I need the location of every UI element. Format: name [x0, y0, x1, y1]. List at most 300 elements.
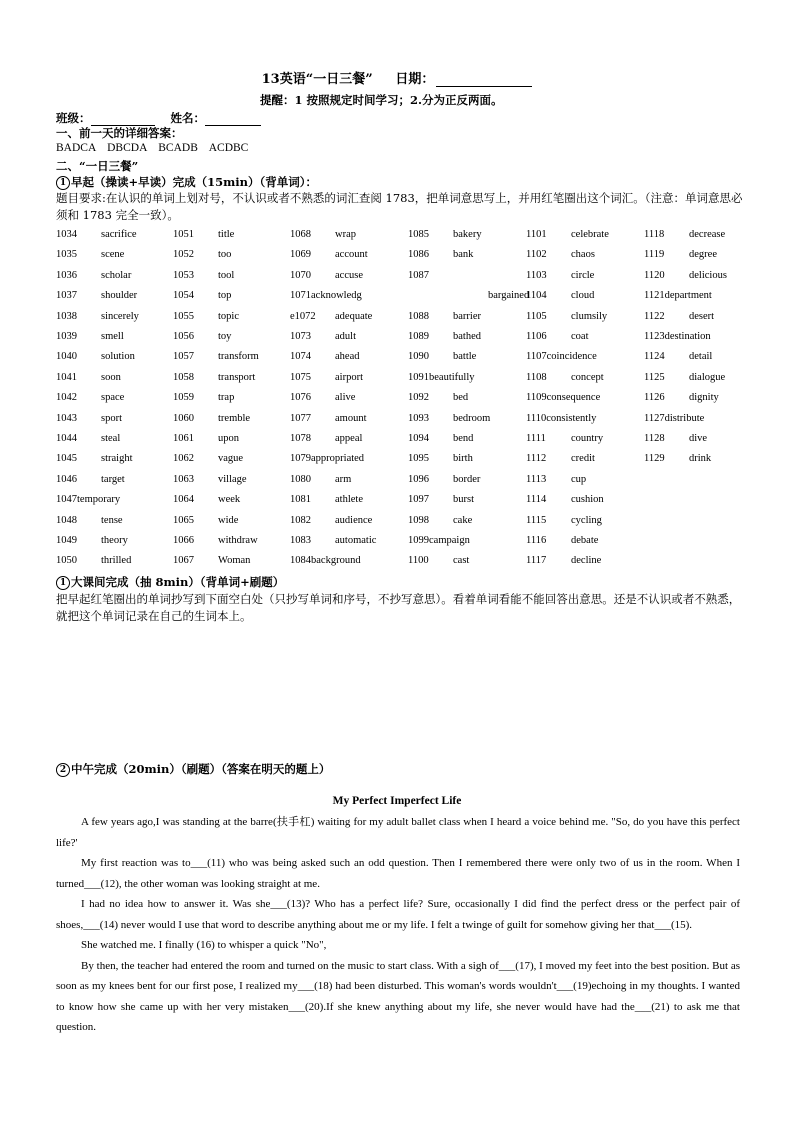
vocab-word: audience — [335, 514, 373, 526]
page-title — [0, 68, 794, 87]
vocab-number: 1082 — [290, 514, 311, 526]
vocab-word: bedroom — [453, 412, 491, 424]
vocab-word: trap — [218, 392, 235, 404]
vocab-word: country — [571, 433, 604, 444]
vocab-entry[interactable] — [644, 229, 726, 240]
vocab-entry[interactable] — [644, 269, 727, 281]
vocab-number: 1047temporary — [56, 494, 121, 506]
vocab-entry[interactable] — [56, 269, 132, 281]
vocab-number: 1059 — [173, 392, 194, 404]
vocab-word: sacrifice — [101, 229, 137, 240]
vocab-number: 1048 — [56, 514, 77, 526]
vocab-entry[interactable] — [56, 310, 139, 322]
vocab-word: ahead — [335, 351, 360, 363]
section2-heading: 二、“一日三餐” — [56, 159, 139, 173]
vocab-entry[interactable] — [408, 412, 491, 424]
vocab-entry[interactable] — [173, 371, 256, 383]
vocab-entry[interactable] — [408, 229, 482, 240]
vocab-entry[interactable] — [56, 331, 124, 342]
vocab-word: detail — [689, 351, 713, 363]
vocab-number: 1055 — [173, 310, 194, 322]
vocab-word: alive — [335, 392, 356, 404]
vocab-entry[interactable] — [56, 494, 120, 505]
vocab-word: cushion — [571, 494, 604, 506]
vocab-word: theory — [101, 535, 128, 546]
vocab-number: 1109consequence — [526, 392, 601, 404]
vocab-entry[interactable] — [290, 249, 368, 261]
vocab-number: 1066 — [173, 535, 194, 546]
vocab-number: 1083 — [290, 535, 311, 546]
part2-heading-text: 大课间完成（抽 8min）（背单词+刷题） — [71, 575, 285, 589]
vocab-entry[interactable] — [173, 392, 235, 404]
vocab-entry[interactable] — [56, 514, 123, 526]
vocab-number: 1086 — [408, 249, 429, 261]
vocab-word: coat — [571, 331, 589, 342]
vocab-number: 1085 — [408, 229, 429, 240]
vocab-number: 1128 — [644, 433, 665, 444]
vocab-number: 1092 — [408, 392, 429, 404]
vocab-entry[interactable] — [56, 371, 121, 383]
vocab-number: 1054 — [173, 290, 194, 302]
vocab-entry[interactable] — [173, 555, 251, 567]
vocab-number: 1067 — [173, 555, 194, 567]
vocab-entry[interactable] — [173, 412, 251, 424]
vocab-entry[interactable] — [644, 331, 711, 342]
vocab-number: 1118 — [644, 229, 665, 240]
vocab-number: 1098 — [408, 514, 429, 526]
vocab-entry[interactable] — [644, 413, 704, 424]
vocab-number: 1056 — [173, 331, 194, 342]
vocab-number: 1100 — [408, 555, 429, 567]
vocab-number: 1087 — [408, 269, 429, 281]
vocab-word: wrap — [335, 229, 356, 240]
vocab-entry[interactable] — [173, 229, 235, 240]
vocab-number: 1113 — [526, 473, 547, 485]
vocab-number: 1043 — [56, 412, 77, 424]
vocab-entry[interactable] — [408, 351, 477, 363]
previous-answers: BADCA DBCDA BCADB ACDBC — [56, 142, 249, 154]
vocab-number: 1099campaign — [408, 535, 470, 546]
vocab-entry[interactable] — [526, 229, 609, 240]
vocab-number: 1073 — [290, 331, 311, 342]
vocab-number: 1046 — [56, 473, 77, 485]
name-label: 姓名： — [170, 111, 206, 125]
vocab-entry[interactable] — [408, 249, 474, 261]
vocab-number: 1045 — [56, 453, 77, 465]
vocab-number: 1074 — [290, 351, 311, 363]
vocab-word: adult — [335, 331, 356, 342]
vocab-number: 1065 — [173, 514, 194, 526]
vocab-word: topic — [218, 310, 239, 322]
vocab-word: village — [218, 473, 247, 485]
vocab-word: amount — [335, 412, 367, 424]
vocab-number: 1093 — [408, 412, 429, 424]
vocab-number: 1063 — [173, 473, 194, 485]
vocab-word: cycling — [571, 514, 602, 526]
vocab-number: 1050 — [56, 555, 77, 567]
vocab-word: target — [101, 473, 125, 485]
vocab-entry[interactable] — [290, 269, 363, 281]
vocab-entry[interactable] — [408, 392, 469, 404]
vocab-number: 1104 — [526, 290, 547, 302]
vocab-word: appeal — [335, 433, 363, 444]
vocab-word: bakery — [453, 229, 482, 240]
vocab-entry[interactable] — [290, 494, 363, 506]
vocab-entry[interactable] — [526, 310, 608, 322]
vocab-entry[interactable] — [526, 371, 604, 383]
vocab-entry[interactable] — [290, 514, 373, 526]
vocab-word: tool — [218, 269, 235, 281]
vocab-word: debate — [571, 535, 599, 546]
vocab-entry[interactable] — [408, 514, 473, 526]
vocab-entry[interactable] — [526, 494, 604, 506]
vocab-entry[interactable] — [644, 310, 715, 322]
vocab-number: 1115 — [526, 514, 547, 526]
vocab-word: airport — [335, 371, 363, 383]
part1-instruction: 题目要求:在认识的单词上划对号，不认识或者不熟悉的词汇查阅 1783，把单词意思写上，并用红笔圈出这个词汇。（注意：单词意思必须和 1783 完全一致）。 — [56, 191, 743, 222]
vocab-word: border — [453, 473, 481, 485]
vocab-entry[interactable] — [290, 392, 356, 404]
vocab-number: 1078 — [290, 433, 311, 444]
vocab-word: straight — [101, 453, 133, 465]
vocab-number: 1095 — [408, 453, 429, 465]
vocab-number: 1035 — [56, 249, 77, 261]
vocab-entry[interactable] — [408, 372, 475, 383]
vocab-number: 1070 — [290, 269, 311, 281]
vocab-entry[interactable] — [290, 453, 364, 464]
vocab-number: 1094 — [408, 433, 429, 444]
vocab-number: 1119 — [644, 249, 665, 261]
vocab-number: 1058 — [173, 371, 194, 383]
date-label: 日期： — [395, 72, 435, 87]
passage-paragraph: She watched me. I finally (16) to whisper a quick "No", — [81, 939, 327, 951]
vocab-entry[interactable] — [290, 555, 361, 566]
vocab-number: 1106 — [526, 331, 547, 342]
vocab-entry[interactable] — [644, 249, 717, 261]
vocab-entry[interactable] — [173, 514, 239, 526]
vocab-word: dive — [689, 433, 708, 444]
student-info — [56, 110, 261, 126]
vocab-word: space — [101, 392, 125, 404]
vocab-word: bargained — [488, 290, 530, 302]
part2-heading — [56, 574, 284, 590]
vocab-number: 1112 — [526, 453, 547, 465]
vocab-entry[interactable] — [526, 555, 602, 567]
vocab-entry[interactable] — [173, 269, 235, 281]
passage-paragraph: By then, the teacher had entered the room and turned on the music to start class. With a sigh of___(17), I moved my feet into the best position. But as soon as my knees bent for our first pose, I realized my___(18) had been disturbed. This woman's words wouldn't___(19)echoing in my thoughts. I wanted to know how she came up with her very mistaken___(20).If she knew anything about my life, she never would have had the___(21) to ask me that question. — [56, 959, 740, 1033]
vocab-entry[interactable] — [173, 535, 258, 546]
vocab-entry[interactable] — [56, 351, 135, 363]
vocab-word: transport — [218, 371, 256, 383]
vocab-entry[interactable] — [56, 249, 125, 261]
vocab-entry[interactable] — [290, 371, 363, 383]
vocab-number: 1038 — [56, 310, 77, 322]
vocab-word: transform — [218, 351, 259, 363]
vocab-number: 1121department — [644, 290, 712, 302]
vocab-word: Woman — [218, 555, 251, 567]
vocab-entry[interactable] — [408, 270, 429, 281]
vocab-word: solution — [101, 351, 135, 363]
vocab-number: 1060 — [173, 412, 194, 424]
vocab-word: steal — [101, 433, 121, 444]
vocab-number: 1096 — [408, 473, 429, 485]
vocab-entry[interactable] — [290, 290, 362, 301]
vocab-word: soon — [101, 371, 121, 383]
vocab-word: scholar — [101, 269, 132, 281]
vocab-number: 1062 — [173, 453, 194, 465]
vocab-entry[interactable] — [644, 453, 712, 465]
vocab-number: 1057 — [173, 351, 194, 363]
vocab-number: 1088 — [408, 310, 429, 322]
vocab-entry[interactable] — [290, 412, 367, 424]
vocab-entry[interactable] — [644, 392, 719, 404]
vocab-word: chaos — [571, 249, 595, 261]
vocab-entry[interactable] — [526, 453, 595, 465]
vocab-number: 1076 — [290, 392, 311, 404]
vocab-word: tremble — [218, 412, 251, 424]
vocab-word: barrier — [453, 310, 481, 322]
vocab-number: 1101 — [526, 229, 547, 240]
part3-heading — [56, 761, 330, 777]
vocab-word: dialogue — [689, 371, 726, 383]
passage-paragraph: I had no idea how to answer it. Was she___(13)? Who has a perfect life? Sure, occasionally I did find the perfect dress or the perfect pair of shoes,___(14) never would I use that word to describe anything about me or my life. I felt a twinge of guilt for somehow giving her that___(15). — [56, 898, 740, 931]
vocab-entry[interactable] — [56, 453, 133, 465]
vocab-number: 1126 — [644, 392, 665, 404]
vocab-number: 1105 — [526, 310, 547, 322]
vocab-number: 1042 — [56, 392, 77, 404]
vocab-word: sport — [101, 412, 122, 424]
vocab-entry[interactable] — [290, 433, 363, 444]
vocab-entry[interactable] — [526, 351, 597, 362]
vocab-word: bank — [453, 249, 474, 261]
vocab-word: dignity — [689, 392, 719, 404]
vocab-word: scene — [101, 249, 125, 261]
vocab-word: toy — [218, 331, 232, 342]
word-copy-area[interactable] — [56, 630, 746, 750]
reminder: 提醒：1 按照规定时间学习；2.分为正反两面。 — [260, 93, 503, 107]
vocab-number: 1069 — [290, 249, 311, 261]
vocab-entry[interactable] — [173, 310, 239, 322]
vocab-number: 1107coincidence — [526, 351, 597, 363]
vocab-entry[interactable] — [290, 473, 352, 485]
vocab-entry[interactable] — [526, 473, 587, 485]
vocab-number: 1036 — [56, 269, 77, 281]
vocab-number: 1122 — [644, 310, 665, 322]
vocab-number: 1129 — [644, 453, 665, 465]
vocab-number: 1071acknowledg — [290, 290, 362, 302]
vocab-word: bed — [453, 392, 469, 404]
vocab-entry[interactable] — [173, 433, 239, 444]
vocab-number: 1053 — [173, 269, 194, 281]
vocab-number: 1091beautifully — [408, 371, 475, 383]
vocab-entry[interactable] — [644, 433, 708, 444]
vocab-word: circle — [571, 269, 595, 281]
vocab-entry[interactable] — [56, 290, 138, 302]
vocab-entry[interactable] — [56, 555, 132, 567]
vocab-number: 1123destination — [644, 331, 711, 342]
part1-heading-text: 早起（操读+早读）完成（15min）（背单词）： — [71, 175, 318, 189]
vocab-number: 1034 — [56, 229, 77, 240]
vocab-entry[interactable] — [526, 290, 595, 302]
part2-instruction: 把早起红笔圈出的单词抄写到下面空白处（只抄写单词和序号，不抄写意思）。看着单词看能不能回答出意思。还是不认识或者不熟悉，就把这个单词记录在自己的生词本上。 — [56, 592, 741, 623]
vocab-entry[interactable] — [408, 310, 481, 322]
vocab-word: decrease — [689, 229, 726, 240]
vocab-entry[interactable] — [56, 392, 125, 404]
part1-heading — [56, 174, 317, 190]
vocab-word: athlete — [335, 494, 363, 506]
vocab-number: 1111 — [526, 433, 546, 444]
vocab-entry[interactable] — [56, 433, 121, 444]
vocab-number: e1072 — [290, 310, 316, 322]
vocab-entry[interactable] — [290, 310, 373, 322]
vocab-entry[interactable] — [526, 392, 600, 403]
vocab-entry[interactable] — [644, 351, 713, 363]
vocab-entry[interactable] — [408, 331, 481, 342]
vocab-word: battle — [453, 351, 477, 363]
vocab-entry[interactable] — [173, 351, 259, 363]
vocab-word: tense — [101, 514, 123, 526]
vocab-entry[interactable] — [408, 555, 470, 567]
vocab-entry[interactable] — [290, 535, 377, 546]
vocab-entry[interactable] — [173, 290, 232, 302]
number-one-icon: 1 — [56, 576, 70, 590]
vocab-number: 1127distribute — [644, 412, 705, 424]
class-label: 班级： — [56, 111, 91, 125]
vocab-entry[interactable] — [56, 412, 122, 424]
vocab-number: 1068 — [290, 229, 311, 240]
vocab-entry[interactable] — [173, 331, 232, 342]
vocab-entry[interactable] — [644, 371, 726, 383]
passage-body — [56, 812, 740, 1038]
vocab-word: cup — [571, 473, 587, 485]
vocab-entry[interactable] — [526, 433, 604, 444]
vocab-word: cake — [453, 514, 473, 526]
vocab-number: 1061 — [173, 433, 194, 444]
vocab-number: 1103 — [526, 269, 547, 281]
vocab-word: bend — [453, 433, 474, 444]
vocab-number: 1037 — [56, 290, 77, 302]
date-blank[interactable] — [436, 74, 532, 87]
vocab-number: 1040 — [56, 351, 77, 363]
vocab-word: drink — [689, 453, 712, 465]
vocab-word: thrilled — [101, 555, 132, 567]
vocab-entry[interactable] — [290, 229, 356, 240]
vocab-word: delicious — [689, 269, 727, 281]
vocab-entry[interactable] — [290, 351, 360, 363]
vocab-entry[interactable] — [644, 290, 712, 301]
vocab-entry[interactable] — [56, 473, 125, 485]
vocab-entry[interactable] — [408, 433, 474, 444]
vocab-word: vague — [218, 453, 244, 465]
vocab-word: credit — [571, 453, 595, 465]
vocab-number: 1077 — [290, 412, 311, 424]
vocab-entry[interactable] — [408, 473, 481, 485]
vocab-word: cloud — [571, 290, 595, 302]
vocab-number: 1110consistently — [526, 412, 597, 424]
vocab-word: week — [218, 494, 241, 506]
vocab-word: concept — [571, 371, 604, 383]
vocab-word: burst — [453, 494, 474, 506]
title-text: 13英语“一日三餐” — [261, 72, 373, 87]
vocab-word: account — [335, 249, 368, 261]
vocab-word: desert — [689, 310, 715, 322]
part3-heading-text: 中午完成（20min）（刷题）（答案在明天的题上） — [71, 762, 331, 776]
vocab-word: title — [218, 229, 235, 240]
vocab-number: 1125 — [644, 371, 665, 383]
vocab-word: sincerely — [101, 310, 139, 322]
vocab-word: birth — [453, 453, 473, 465]
vocab-number: 1084background — [290, 555, 361, 567]
vocab-number: 1114 — [526, 494, 547, 506]
number-two-icon: 2 — [56, 763, 70, 777]
vocab-entry[interactable] — [408, 535, 470, 546]
vocab-word: automatic — [335, 535, 377, 546]
vocab-word: accuse — [335, 269, 363, 281]
vocab-number: 1090 — [408, 351, 429, 363]
vocab-word: withdraw — [218, 535, 258, 546]
number-one-icon: 1 — [56, 176, 70, 190]
vocab-word: arm — [335, 473, 352, 485]
vocab-entry[interactable] — [408, 453, 473, 465]
vocab-word: upon — [218, 433, 239, 444]
vocab-entry[interactable] — [290, 331, 356, 342]
vocab-word: clumsily — [571, 310, 608, 322]
vocab-entry[interactable] — [56, 535, 128, 546]
vocab-number: 1075 — [290, 371, 311, 383]
vocab-word: celebrate — [571, 229, 609, 240]
vocab-number: 1108 — [526, 371, 547, 383]
vocab-number: 1089 — [408, 331, 429, 342]
vocab-word: bathed — [453, 331, 481, 342]
vocab-number: 1041 — [56, 371, 77, 383]
vocab-number: 1039 — [56, 331, 77, 342]
vocab-entry[interactable] — [526, 514, 602, 526]
passage-paragraph: A few years ago,I was standing at the barre(扶手杠) waiting for my adult ballet class when I heard a voice behind me. "So, do you have this perfect life?' — [56, 816, 740, 849]
vocab-word: wide — [218, 514, 239, 526]
vocab-entry[interactable] — [526, 269, 595, 281]
vocab-entry[interactable] — [173, 453, 244, 465]
vocab-word: cast — [453, 555, 470, 567]
vocab-entry[interactable] — [526, 331, 589, 342]
vocab-entry[interactable] — [526, 535, 599, 546]
vocab-word: decline — [571, 555, 602, 567]
vocab-word: shoulder — [101, 290, 138, 302]
vocab-number: 1081 — [290, 494, 311, 506]
name-blank[interactable] — [205, 114, 261, 126]
vocab-number: 1124 — [644, 351, 665, 363]
vocab-number: 1117 — [526, 555, 547, 567]
vocab-number: 1079appropriated — [290, 453, 365, 465]
vocab-number: 1064 — [173, 494, 194, 506]
vocab-entry[interactable] — [173, 494, 241, 506]
vocab-entry[interactable] — [526, 413, 596, 424]
vocab-entry[interactable] — [173, 249, 232, 261]
vocab-word: adequate — [335, 310, 373, 322]
vocab-word: too — [218, 249, 232, 261]
vocab-entry[interactable] — [56, 229, 137, 240]
vocab-entry[interactable] — [408, 494, 474, 506]
vocab-word: smell — [101, 331, 124, 342]
vocab-word: top — [218, 290, 232, 302]
vocab-number: 1044 — [56, 433, 77, 444]
vocab-number: 1051 — [173, 229, 194, 240]
vocab-entry[interactable] — [173, 473, 247, 485]
vocab-number: 1097 — [408, 494, 429, 506]
vocab-number: 1102 — [526, 249, 547, 261]
vocab-number: 1052 — [173, 249, 194, 261]
passage-paragraph: My first reaction was to___(11) who was being asked such an odd question. Then I remembered there were only two of us in the room. When I turned___(12), the other woman was looking straight at me. — [56, 857, 740, 890]
vocab-entry[interactable] — [526, 249, 595, 261]
